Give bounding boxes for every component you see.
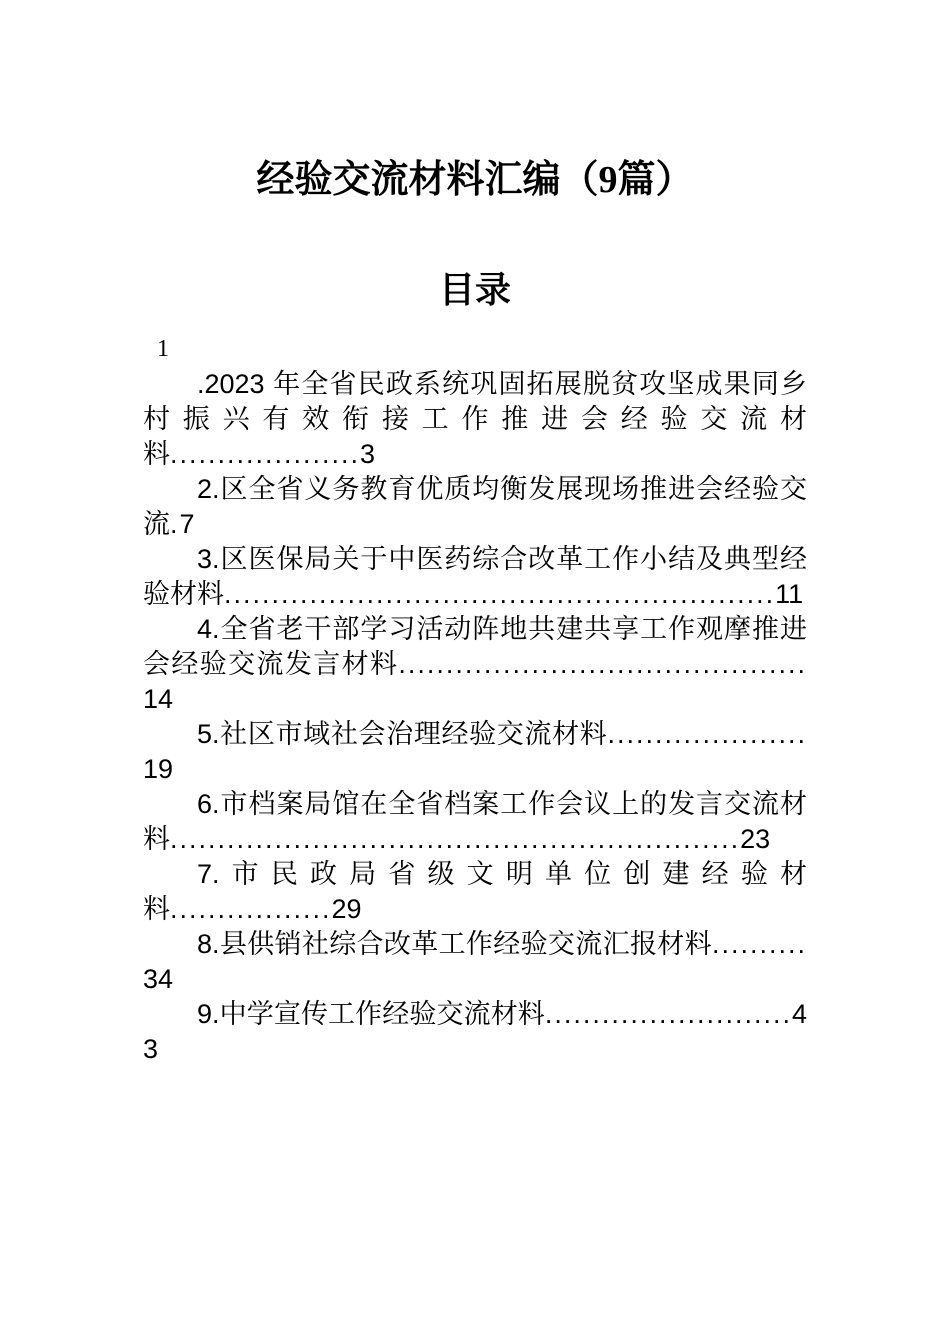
toc-item[interactable]: [143, 857, 807, 927]
toc-item-title: 2.区全省义务教育优质均衡发展现场推进会经验交流: [143, 474, 807, 539]
toc-item-leader-dots: .....................: [607, 719, 807, 749]
toc-item-page-number: 43: [143, 999, 807, 1064]
toc-item-title: 4.全省老干部学习活动阵地共建共享工作观摩推进会经验交流发言材料: [143, 614, 807, 679]
page-title: 经验交流材料汇编（9篇）: [256, 159, 694, 201]
toc-item-leader-dots: .................: [170, 894, 332, 924]
toc-item-title: 5.社区市域社会治理经验交流材料: [197, 719, 608, 749]
toc-item-page-number: 23: [740, 824, 771, 854]
toc-item-page-number: 34: [143, 964, 174, 994]
toc-item-title: 3.区医保局关于中医药综合改革工作小结及典型经验材料: [143, 544, 807, 609]
toc-list: [143, 367, 807, 1067]
toc-item-title: 8.县供销社综合改革工作经验交流汇报材料: [197, 929, 712, 959]
toc-item[interactable]: [143, 472, 807, 542]
toc-item-title: 7.市民政局省级文明单位创建经验材料: [143, 859, 807, 924]
toc-item-page-number: 29: [331, 894, 362, 924]
toc-item[interactable]: [143, 542, 807, 612]
toc-item-page-number: 11: [775, 579, 804, 609]
toc-item-page-number: 3: [360, 439, 376, 469]
toc-item-page-number: 14: [143, 684, 174, 714]
toc-item-page-number: 7: [179, 509, 195, 539]
toc-item[interactable]: [143, 612, 807, 717]
toc-heading: 目录: [438, 270, 511, 310]
toc-item-leader-dots: ...........................................: [398, 649, 807, 679]
stray-page-number: 1: [157, 336, 169, 362]
toc-item-title: .2023 年全省民政系统巩固拓展脱贫攻坚成果同乡村振兴有效衔接工作推进会经验交流材料: [143, 369, 807, 469]
toc-item-page-number: 19: [143, 754, 174, 784]
toc-item-title: 6.市档案局馆在全省档案工作会议上的发言交流材料: [143, 789, 807, 854]
toc-item[interactable]: [143, 997, 807, 1067]
toc-item-leader-dots: ..........................: [544, 999, 792, 1029]
toc-item-leader-dots: ..........................................................: [224, 579, 776, 609]
toc-item[interactable]: [143, 927, 807, 997]
toc-item-leader-dots: ............................................................: [170, 824, 741, 854]
toc-item-leader-dots: ..........: [711, 929, 807, 959]
toc-item[interactable]: [143, 787, 807, 857]
toc-item-leader-dots: .: [170, 509, 180, 539]
toc-item-leader-dots: ....................: [170, 439, 361, 469]
toc-item[interactable]: [143, 717, 807, 787]
toc-item[interactable]: [143, 367, 807, 472]
document-content: [143, 0, 807, 1067]
toc-item-title: 9.中学宣传工作经验交流材料: [197, 999, 545, 1029]
